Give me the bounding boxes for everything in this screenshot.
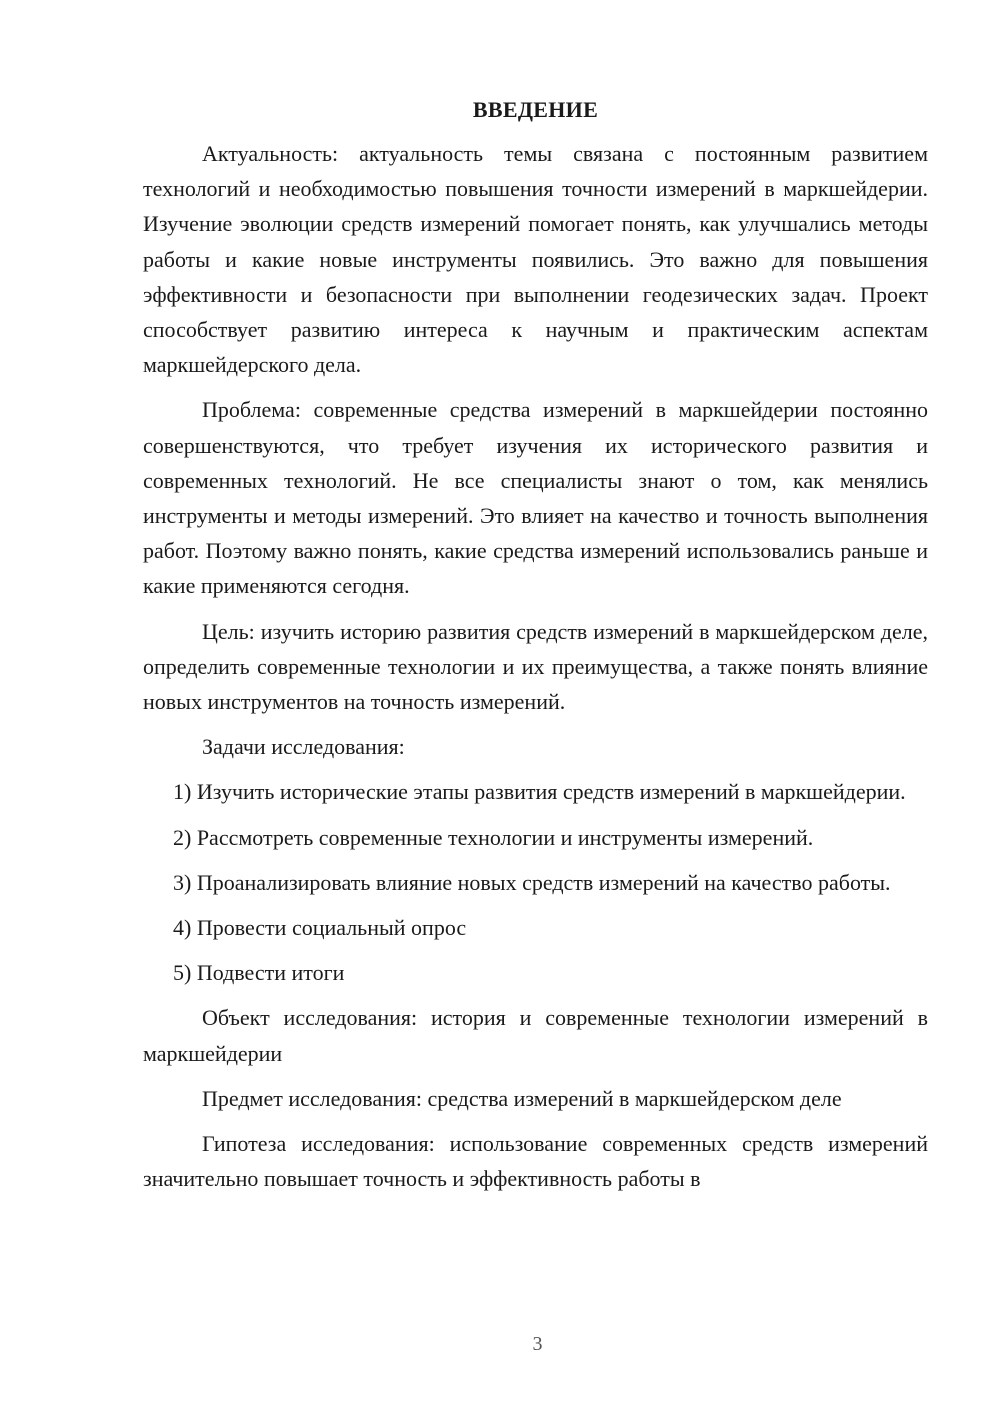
- task-item-3: 3) Проанализировать влияние новых средств измерений на качество работы.: [173, 869, 891, 895]
- document-title: ВВЕДЕНИЕ: [472, 97, 599, 122]
- paragraph-goal: Цель: изучить историю развития средств измерений в маркшейдерском деле, определить современные технологии и их преимущества, а также понять влияние новых инструментов на точность измерений.: [143, 618, 928, 715]
- document-page: [143, 94, 928, 1206]
- paragraph-object: Объект исследования: история и современные технологии измерений в маркшейдерии: [143, 1005, 928, 1066]
- paragraph-problem: Проблема: современные средства измерений в маркшейдерии постоянно совершенствуются, что требует изучения их исторического развития и современных технологий. Не все специалисты знают о том, как менялись инструменты и методы измерений. Это влияет на качество и точность выполнения работ. Поэтому важно понять, какие средства измерений использовались раньше и какие применяются сегодня.: [143, 397, 928, 599]
- page-number: 3: [532, 1333, 543, 1355]
- task-item-2: 2) Рассмотреть современные технологии и инструменты измерений.: [173, 824, 814, 850]
- task-item-5: 5) Подвести итоги: [173, 960, 345, 986]
- paragraph-tasks-heading: Задачи исследования:: [202, 734, 405, 760]
- task-item-4: 4) Провести социальный опрос: [173, 915, 467, 941]
- paragraph-subject: Предмет исследования: средства измерений в маркшейдерском деле: [202, 1085, 842, 1111]
- task-item-1: 1) Изучить исторические этапы развития средств измерений в маркшейдерии.: [173, 779, 906, 805]
- paragraph-relevance: Актуальность: актуальность темы связана с постоянным развитием технологий и необходимостью повышения точности измерений в маркшейдерии. Изучение эволюции средств измерений помогает понять, как улучшались методы работы и какие новые инструменты появились. Это важно для повышения эффективности и безопасности при выполнении геодезических задач. Проект способствует развитию интереса к научным и практическим аспектам маркшейдерского дела.: [143, 141, 928, 378]
- paragraph-hypothesis: Гипотеза исследования: использование современных средств измерений значительно повышает точность и эффективность работы в: [143, 1131, 928, 1192]
